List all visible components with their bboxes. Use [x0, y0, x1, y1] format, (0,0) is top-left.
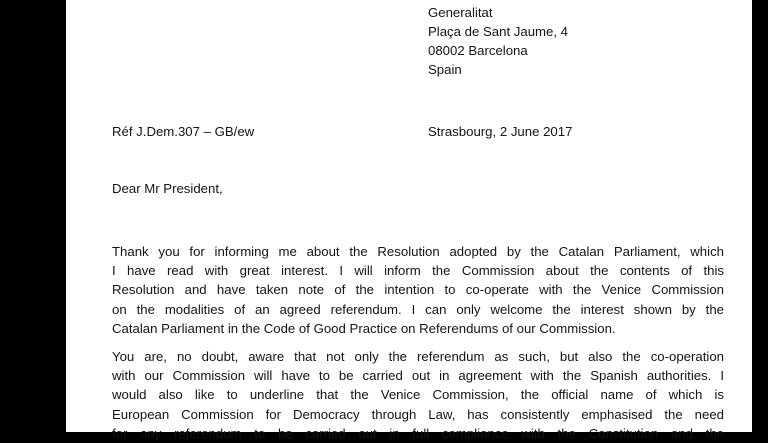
- paragraph-line: Catalan Parliament in the Code of Good Practice on Referendums of our Commission.: [112, 320, 616, 336]
- paragraph-2: [112, 347, 724, 443]
- letter-page: [66, 0, 752, 441]
- reference-number: Réf J.Dem.307 – GB/ew: [112, 124, 255, 139]
- paragraph-line: on the modalities of an agreed referendum. I can only welcome the interest shown by the: [112, 301, 724, 317]
- paragraph-line: would also like to underline that the Venice Commission, the official name of which is: [112, 387, 724, 403]
- paragraph-line: I have read with great interest. I will inform the Commission about the contents of this: [112, 263, 724, 279]
- address-line: 08002 Barcelona: [428, 43, 528, 58]
- paragraph-line: Resolution and have taken note of the intention to co-operate with the Venice Commission: [112, 282, 724, 298]
- recipient-address: [428, 3, 568, 79]
- paragraph-line: You are, no doubt, aware that not only the referendum as such, but also the co-operation: [112, 349, 724, 364]
- paragraph-line: Thank you for informing me about the Resolution adopted by the Catalan Parliament, which: [112, 244, 724, 259]
- paragraph-line: European Commission for Democracy through Law, has consistently emphasised the need: [112, 406, 724, 422]
- address-line: Spain: [428, 62, 462, 77]
- address-line: Plaça de Sant Jaume, 4: [428, 24, 569, 39]
- address-line: Generalitat: [428, 5, 493, 20]
- paragraph-line: with our Commission will have to be carried out in agreement with the Spanish authorities. I: [112, 368, 724, 384]
- place-and-date: Strasbourg, 2 June 2017: [428, 124, 573, 139]
- paragraph-1: [112, 242, 724, 338]
- paragraph-line: for any referendum to be carried out in full compliance with the Constitution and the: [112, 425, 724, 441]
- salutation: Dear Mr President,: [112, 181, 223, 196]
